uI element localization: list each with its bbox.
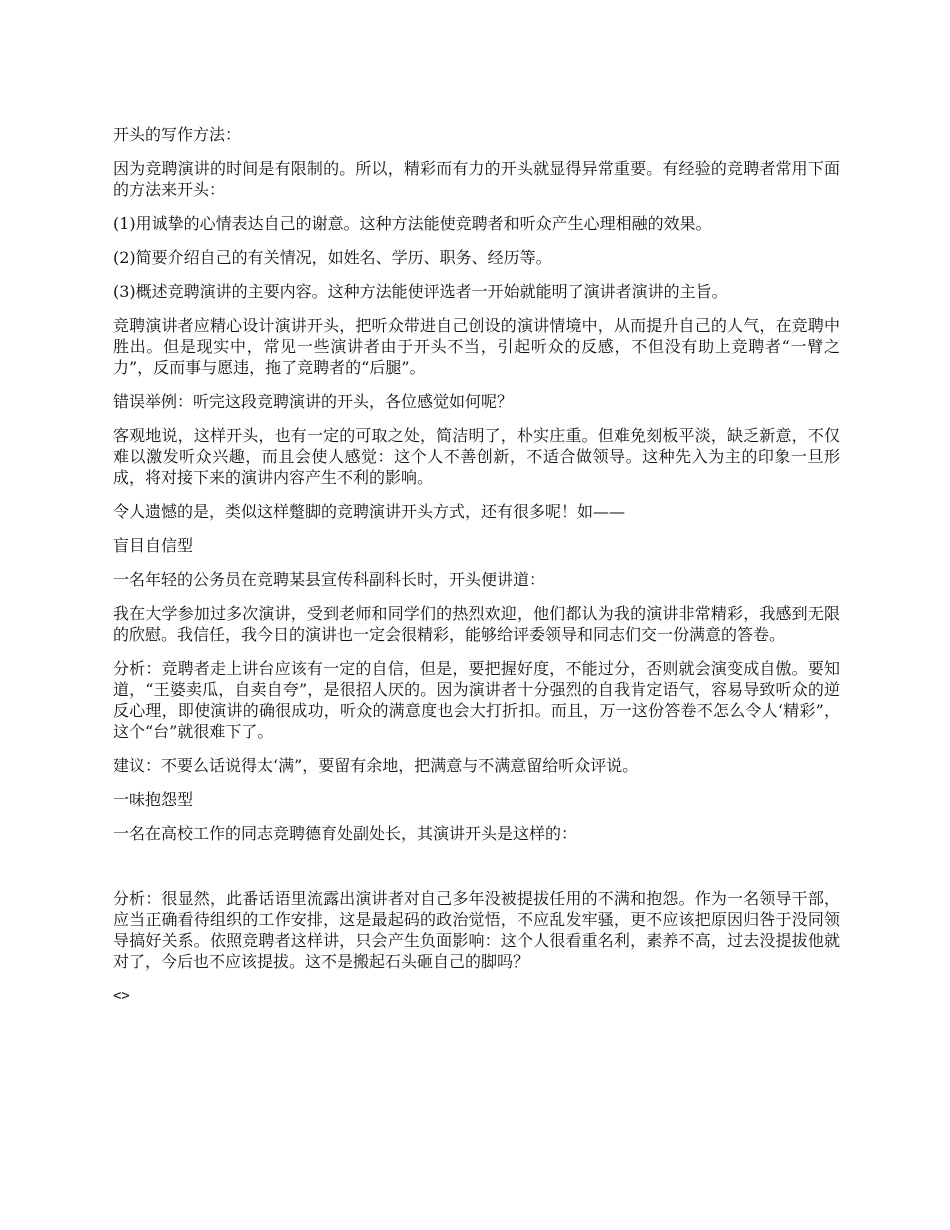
section-heading-opening-methods: 开头的写作方法： — [113, 125, 242, 144]
paragraph-civil-servant: 一名年轻的公务员在竞聘某县宣传科副科长时，开头便讲道： — [113, 570, 546, 589]
paragraph-wrong-example: 错误举例：听完这段竞聘演讲的开头，各位感觉如何呢？ — [113, 392, 514, 411]
document-page — [113, 124, 840, 1020]
footer-mark: <> — [113, 988, 130, 1004]
paragraph-design-opening: 竞聘演讲者应精心设计演讲开头，把听众带进自己创设的演讲情境中，从而提升自己的人气，在竞聘中胜出。但是现实中，常见一些演讲者由于开头不当，引起听众的反感，不但没有助上竞聘者“一臂之力”，反而事与愿违，拖了竞聘者的“后腿”。 — [113, 316, 840, 377]
list-item-method-2: (2)简要介绍自己的有关情况，如姓名、学历、职务、经历等。 — [113, 248, 552, 267]
paragraph-regret: 令人遗憾的是，类似这样蹩脚的竞聘演讲开头方式，还有很多呢！如—— — [113, 502, 626, 521]
paragraph-speech-quote: 我在大学参加过多次演讲，受到老师和同学们的热烈欢迎，他们都认为我的演讲非常精彩，我感到无限的欣慰。我信任，我今日的演讲也一定会很精彩，能够给评委领导和同志们交一份满意的答卷。 — [113, 604, 840, 644]
list-item-method-1: (1)用诚挚的心情表达自己的谢意。这种方法能使竞聘者和听众产生心理相融的效果。 — [113, 214, 712, 233]
paragraph-university-staff: 一名在高校工作的同志竞聘德育处副处长，其演讲开头是这样的： — [113, 824, 578, 843]
paragraph-intro: 因为竞聘演讲的时间是有限制的。所以，精彩而有力的开头就显得异常重要。有经验的竞聘者常用下面的方法来开头： — [113, 159, 840, 199]
subheading-complaining: 一味抱怨型 — [113, 790, 194, 809]
paragraph-objective-analysis: 客观地说，这样开头，也有一定的可取之处，简洁明了，朴实庄重。但难免刻板平淡，缺乏新意，不仅难以激发听众兴趣，而且会使人感觉：这个人不善创新，不适合做领导。这种先入为主的印象一旦形成，将对接下来的演讲内容产生不利的影响。 — [113, 426, 840, 487]
paragraph-analysis-complaining: 分析：很显然，此番话语里流露出演讲者对自己多年没被提拔任用的不满和抱怨。作为一名领导干部，应当正确看待组织的工作安排，这是最起码的政治觉悟，不应乱发牢骚，更不应该把原因归咎于没同领导搞好关系。依照竞聘者这样讲，只会产生负面影响：这个人很看重名利，素养不高，过去没提拔他就对了，今后也不应该提拔。这不是搬起石头砸自己的脚吗？ — [113, 889, 840, 971]
paragraph-suggestion: 建议：不要么话说得太‘满”，要留有余地，把满意与不满意留给听众评说。 — [113, 756, 639, 775]
list-item-method-3: (3)概述竞聘演讲的主要内容。这种方法能使评选者一开始就能明了演讲者演讲的主旨。 — [113, 282, 728, 301]
subheading-blind-confidence: 盲目自信型 — [113, 536, 194, 555]
paragraph-analysis-confidence: 分析：竞聘者走上讲台应该有一定的自信，但是，要把握好度，不能过分，否则就会演变成自傲。要知道，“王婆卖瓜，自卖自夸”，是很招人厌的。因为演讲者十分强烈的自我肯定语气，容易导致听众的逆反心理，即使演讲的确很成功，听众的满意度也会大打折扣。而且，万一这份答卷不怎么令人‘精彩”，这个“台”就很难下了。 — [113, 659, 840, 741]
